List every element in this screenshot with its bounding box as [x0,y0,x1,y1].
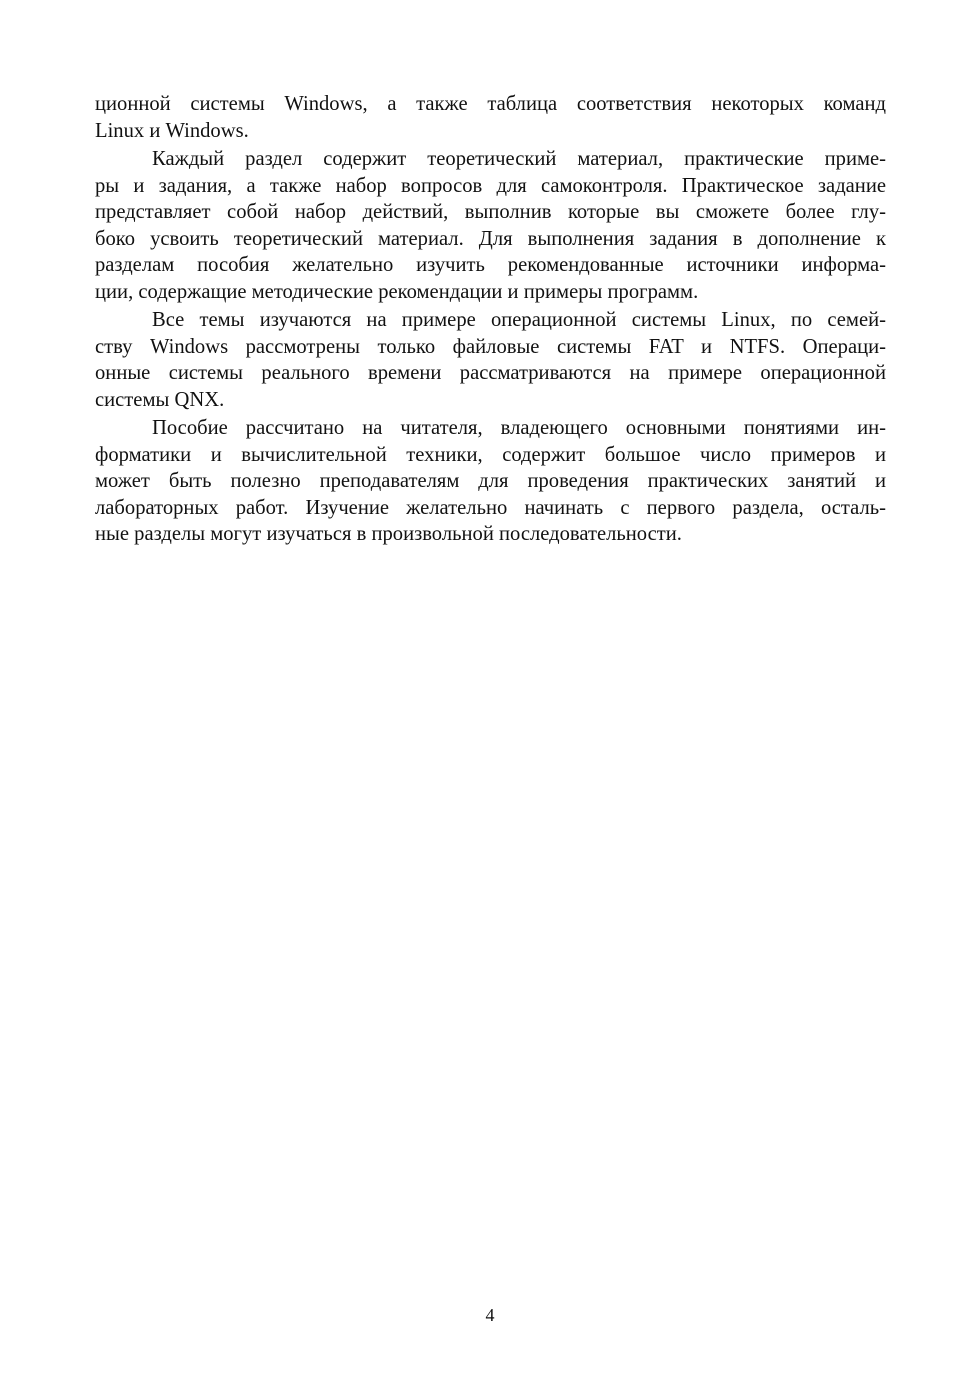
text-line: онные системы реального времени рассматриваются на примере операционной [95,362,886,384]
text-line: Linux и Windows. [95,119,249,142]
paragraph-topics [95,307,886,413]
text-line: форматики и вычислительной техники, содержит большое число примеров и [95,443,886,466]
text-line: системы QNX. [95,388,225,411]
text-line: ры и задания, а также набор вопросов для самоконтроля. Практическое задание [95,174,886,197]
text-line: представляет собой набор действий, выполнив которые вы сможете более глу- [95,201,886,223]
text-line: боко усвоить теоретический материал. Для выполнения задания в дополнение к [95,227,886,250]
text-line: лабораторных работ. Изучение желательно начинать с первого раздела, осталь- [95,496,886,519]
paragraph-section-contents [95,146,886,305]
text-line: ции, содержащие методические рекомендации и примеры программ. [95,280,699,303]
paragraph-intro-continuation [95,91,886,144]
text-line: Каждый раздел содержит теоретический материал, практические приме- [152,148,886,170]
text-line: Все темы изучаются на примере операционной системы Linux, по семей- [152,309,886,331]
text-line: разделам пособия желательно изучить рекомендованные источники информа- [95,254,886,276]
page-body [95,91,886,548]
text-line: ционной системы Windows, а также таблица соответствия некоторых команд [95,93,886,115]
text-line: ству Windows рассмотрены только файловые системы FAT и NTFS. Операци- [95,335,886,358]
text-line: может быть полезно преподавателям для проведения практических занятий и [95,470,886,492]
text-line: Пособие рассчитано на читателя, владеющего основными понятиями ин- [152,417,886,439]
text-line: ные разделы могут изучаться в произвольной последовательности. [95,523,682,545]
paragraph-audience [95,415,886,548]
page-number: 4 [485,1305,495,1325]
